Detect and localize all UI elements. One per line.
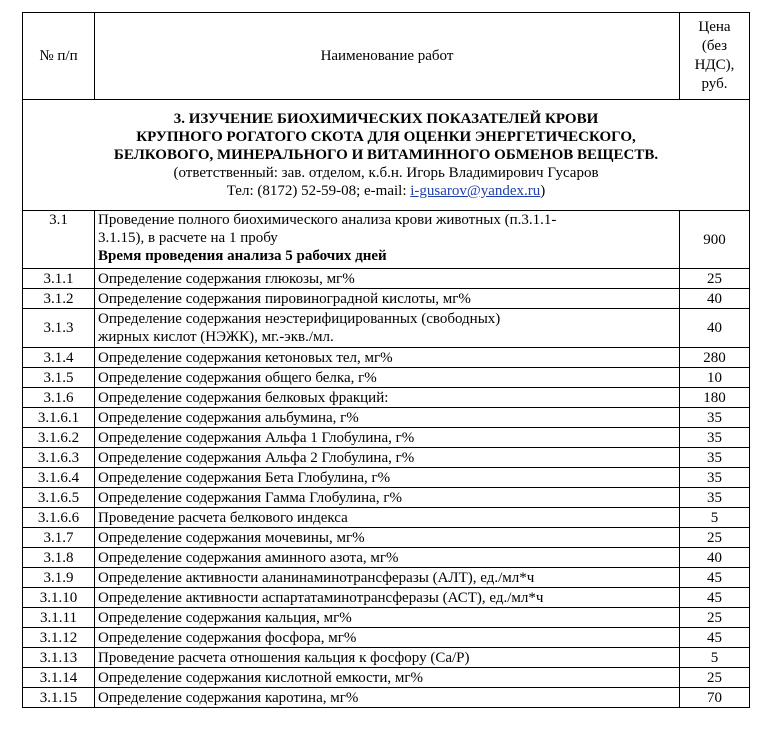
row-name <box>95 488 680 508</box>
section-title-line: БЕЛКОВОГО, МИНЕРАЛЬНОГО И ВИТАМИННОГО ОБМЕНОВ ВЕЩЕСТВ. <box>113 147 659 163</box>
row-price: 35 <box>680 448 750 468</box>
section-responsible: (ответственный: зав. отделом, к.б.н. Игорь Владимирович Гусаров <box>173 165 599 181</box>
section-title-line: 3. ИЗУЧЕНИЕ БИОХИМИЧЕСКИХ ПОКАЗАТЕЛЕЙ КРОВИ <box>173 111 599 127</box>
row-name <box>95 348 680 368</box>
row-name <box>95 608 680 628</box>
table-row <box>23 428 750 448</box>
table-row <box>23 508 750 528</box>
table-row <box>23 348 750 368</box>
row-number: 3.1.9 <box>23 568 95 588</box>
row-name-line: Определение содержания общего белка, г% <box>98 369 377 386</box>
row-name <box>95 448 680 468</box>
header-number: № п/п <box>23 13 95 100</box>
row-name-line: Проведение полного биохимического анализа крови животных (п.3.1.1- <box>98 212 557 228</box>
row-price: 45 <box>680 628 750 648</box>
table-row <box>23 269 750 289</box>
row-number: 3.1.6.5 <box>23 488 95 508</box>
row-name <box>95 628 680 648</box>
row-name-line: Определение содержания неэстерифицированных (свободных) <box>98 311 501 327</box>
row-price: 40 <box>680 309 750 348</box>
row-price: 5 <box>680 508 750 528</box>
row-price: 5 <box>680 648 750 668</box>
table-row <box>23 368 750 388</box>
row-number: 3.1.1 <box>23 269 95 289</box>
row-number: 3.1.6.2 <box>23 428 95 448</box>
row-number: 3.1.6.3 <box>23 448 95 468</box>
row-name-line: Определение содержания Альфа 1 Глобулина, г% <box>98 429 415 446</box>
table-row <box>23 488 750 508</box>
row-name-line: Проведение расчета отношения кальция к фосфору (Са/Р) <box>98 649 470 666</box>
row-name <box>95 588 680 608</box>
row-price: 25 <box>680 608 750 628</box>
table-row <box>23 688 750 708</box>
header-name: Наименование работ <box>95 13 680 100</box>
table-row <box>23 468 750 488</box>
row-name-line: Определение содержания глюкозы, мг% <box>98 270 355 287</box>
row-name-line: жирных кислот (НЭЖК), мг.-экв./мл. <box>98 329 334 345</box>
row-number: 3.1.4 <box>23 348 95 368</box>
table-row <box>23 408 750 428</box>
row-name <box>95 269 680 289</box>
row-price: 70 <box>680 688 750 708</box>
row-name-line: Проведение расчета белкового индекса <box>98 509 348 526</box>
row-name <box>95 688 680 708</box>
row-price: 35 <box>680 488 750 508</box>
row-number: 3.1.5 <box>23 368 95 388</box>
row-number: 3.1.6.4 <box>23 468 95 488</box>
row-name-line: Определение содержания Бета Глобулина, г% <box>98 469 391 486</box>
row-name <box>95 408 680 428</box>
row-price: 280 <box>680 348 750 368</box>
section-cell <box>23 100 750 211</box>
row-name <box>95 309 680 348</box>
row-name <box>95 289 680 309</box>
row-price: 900 <box>680 211 750 269</box>
row-number: 3.1.6 <box>23 388 95 408</box>
row-price: 35 <box>680 408 750 428</box>
table-row <box>23 528 750 548</box>
row-price: 25 <box>680 269 750 289</box>
table-row <box>23 668 750 688</box>
row-number: 3.1.3 <box>23 309 95 348</box>
row-price: 10 <box>680 368 750 388</box>
table-row <box>23 289 750 309</box>
contact-suffix: ) <box>540 183 546 199</box>
row-number: 3.1.7 <box>23 528 95 548</box>
row-name-line: Определение содержания каротина, мг% <box>98 689 359 706</box>
header-price <box>680 13 750 100</box>
row-name-line: Определение содержания Альфа 2 Глобулина, г% <box>98 449 415 466</box>
row-name <box>95 528 680 548</box>
row-price: 25 <box>680 528 750 548</box>
row-price: 40 <box>680 548 750 568</box>
row-number: 3.1.13 <box>23 648 95 668</box>
row-number: 3.1.14 <box>23 668 95 688</box>
row-name <box>95 648 680 668</box>
header-price-line: НДС), <box>694 57 735 73</box>
table-row <box>23 388 750 408</box>
row-number: 3.1.11 <box>23 608 95 628</box>
table-row <box>23 568 750 588</box>
section-row <box>23 100 750 211</box>
row-name <box>95 388 680 408</box>
table-row <box>23 628 750 648</box>
row-number: 3.1.8 <box>23 548 95 568</box>
row-number: 3.1.6.1 <box>23 408 95 428</box>
row-name <box>95 508 680 528</box>
row-name-line: Определение активности аланинаминотрансферазы (АЛТ), ед./мл*ч <box>98 569 535 586</box>
table-row <box>23 211 750 269</box>
row-number: 3.1.10 <box>23 588 95 608</box>
row-name-line: Определение содержания кислотной емкости, мг% <box>98 669 424 686</box>
row-name-line: Определение содержания фосфора, мг% <box>98 629 357 646</box>
row-name-bold: Время проведения анализа 5 рабочих дней <box>98 248 387 264</box>
table-row <box>23 548 750 568</box>
header-row <box>23 13 750 100</box>
row-number: 3.1.2 <box>23 289 95 309</box>
row-name-line: Определение содержания аминного азота, мг% <box>98 549 399 566</box>
row-name-line: Определение содержания кетоновых тел, мг% <box>98 349 393 366</box>
row-number: 3.1 <box>23 211 95 269</box>
row-name <box>95 211 680 269</box>
row-price: 45 <box>680 568 750 588</box>
row-name-line: Определение содержания белковых фракций: <box>98 389 389 406</box>
row-number: 3.1.12 <box>23 628 95 648</box>
table-row <box>23 648 750 668</box>
row-name-line: Определение содержания альбумина, г% <box>98 409 359 426</box>
table-row <box>23 608 750 628</box>
header-price-line: Цена <box>698 19 731 35</box>
row-name-line: Определение содержания кальция, мг% <box>98 609 352 626</box>
email-link[interactable]: i-gusarov@yandex.ru <box>410 183 541 199</box>
header-price-line: (без <box>701 38 728 54</box>
row-name-line: Определение активности аспартатаминотрансферазы (АСТ), ед./мл*ч <box>98 589 544 606</box>
row-name <box>95 468 680 488</box>
row-number: 3.1.6.6 <box>23 508 95 528</box>
table-row <box>23 448 750 468</box>
row-name <box>95 548 680 568</box>
row-price: 40 <box>680 289 750 309</box>
row-price: 35 <box>680 428 750 448</box>
section-title-line: КРУПНОГО РОГАТОГО СКОТА ДЛЯ ОЦЕНКИ ЭНЕРГЕТИЧЕСКОГО, <box>136 129 636 145</box>
table-row <box>23 309 750 348</box>
row-name-line: 3.1.15), в расчете на 1 пробу <box>98 230 278 246</box>
table-row <box>23 588 750 608</box>
row-price: 180 <box>680 388 750 408</box>
row-name-line: Определение содержания мочевины, мг% <box>98 529 365 546</box>
row-name <box>95 668 680 688</box>
header-price-line: руб. <box>701 76 728 92</box>
row-name <box>95 368 680 388</box>
row-name <box>95 428 680 448</box>
row-price: 25 <box>680 668 750 688</box>
contact-phone: Тел: (8172) 52-59-08; e-mail: <box>226 183 411 199</box>
row-number: 3.1.15 <box>23 688 95 708</box>
row-price: 35 <box>680 468 750 488</box>
section-contact <box>26 182 746 200</box>
row-name-line: Определение содержания пировиноградной кислоты, мг% <box>98 290 471 307</box>
price-table <box>22 12 750 708</box>
row-name-line: Определение содержания Гамма Глобулина, г% <box>98 489 402 506</box>
row-price: 45 <box>680 588 750 608</box>
row-name <box>95 568 680 588</box>
